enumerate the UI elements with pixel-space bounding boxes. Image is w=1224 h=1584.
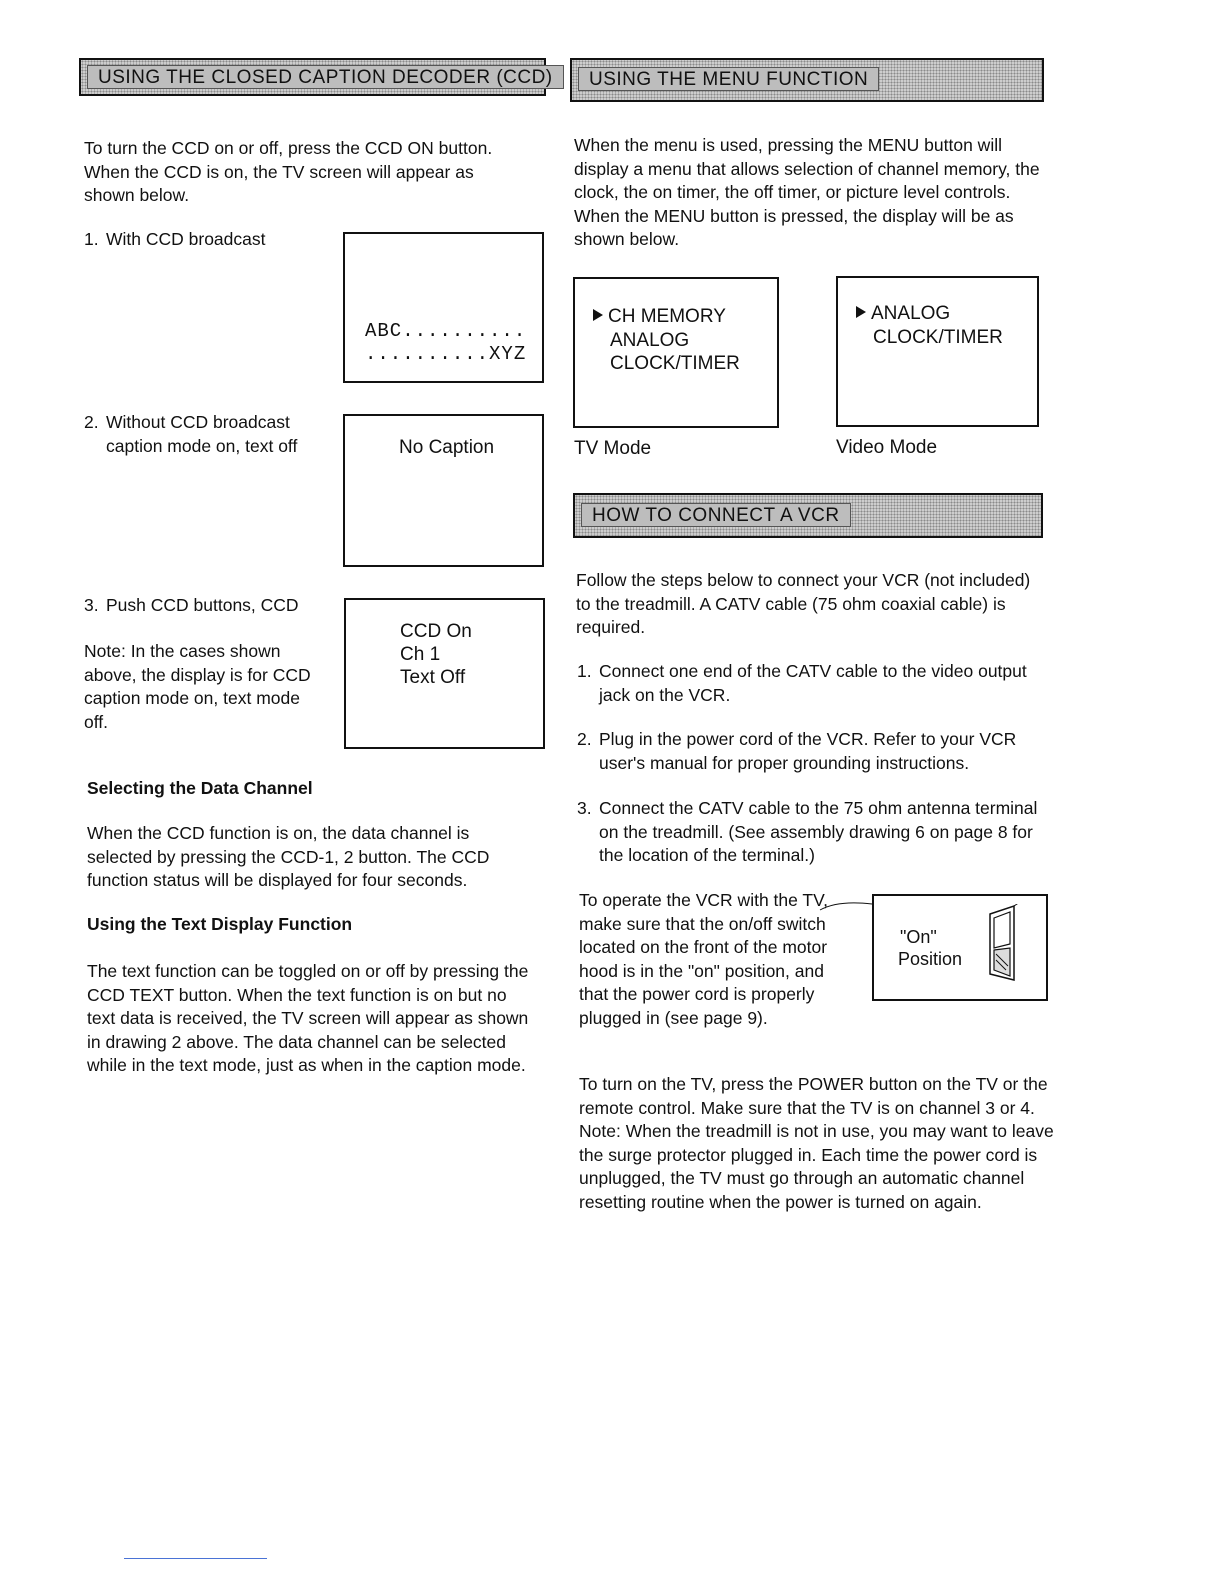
screen3-line1: CCD On [400, 621, 472, 642]
vcr-intro-text: Follow the steps below to connect your VCR (not included) to the treadmill. A CATV cable (75 ohm coaxial cable) is required. [576, 570, 1031, 637]
tv-menu-item-analog: ANALOG [610, 330, 690, 351]
ccd-note-text: Note: In the cases shown above, the display is for CCD caption mode on, text mode off. [84, 641, 311, 732]
screen1-line2: ..........XYZ [365, 343, 527, 365]
selection-pointer-icon [593, 309, 603, 321]
screen1-line1: ABC.......... [365, 320, 527, 342]
screen3-line3: Text Off [400, 667, 466, 688]
selection-pointer-icon [856, 306, 866, 318]
text-display-heading: Using the Text Display Function [87, 914, 353, 934]
rocker-switch-icon [984, 904, 1026, 984]
power-on-text: To turn on the TV, press the POWER button on the TV or the remote control. Make sure that the TV is on channel 3 or 4. Note: When the treadmill is not in use, you may want to leave the surge protector plugged in. Each time the power cord is unplugged, the TV must go through an automatic channel resetting routine when the power is turned on again. [579, 1074, 1054, 1212]
data-channel-text: When the CCD function is on, the data channel is selected by pressing the CCD-1, 2 button. The CCD function status will be displayed for four seconds. [87, 823, 490, 890]
switch-position-figure [872, 894, 1048, 1001]
vcr-step-2-number: 2. [577, 729, 592, 749]
ccd-item-1-number: 1. [84, 229, 99, 249]
screen2-line1: No Caption [399, 437, 495, 458]
vcr-step-1-text: Connect one end of the CATV cable to the video output jack on the VCR. [599, 661, 1027, 705]
vcr-step-3-text: Connect the CATV cable to the 75 ohm antenna terminal on the treadmill. (See assembly drawing 6 on page 8 for the location of the terminal.) [599, 798, 1038, 865]
menu-section-title: USING THE MENU FUNCTION [578, 67, 879, 91]
video-menu-item-clock-timer: CLOCK/TIMER [873, 327, 1003, 348]
tv-menu-item-clock-timer: CLOCK/TIMER [610, 353, 740, 374]
tv-mode-caption: TV Mode [574, 438, 652, 459]
ccd-item-1-text: With CCD broadcast [106, 229, 266, 249]
operate-vcr-text: To operate the VCR with the TV, make sure that the on/off switch located on the front of the motor hood is in the "on" position, and that the power cord is properly plugged in (see page 9). [579, 890, 829, 1028]
vcr-step-3-number: 3. [577, 798, 592, 818]
screen-without-ccd-broadcast [343, 414, 544, 567]
footer-rule [124, 1558, 267, 1559]
ccd-item-3-number: 3. [84, 595, 99, 615]
video-menu-item-analog: ANALOG [856, 302, 950, 325]
ccd-section-title: USING THE CLOSED CAPTION DECODER (CCD) [87, 65, 564, 89]
vcr-step-2-text: Plug in the power cord of the VCR. Refer to your VCR user's manual for proper grounding instructions. [599, 729, 1017, 773]
ccd-item-3-text: Push CCD buttons, CCD [106, 595, 299, 615]
text-display-text: The text function can be toggled on or off by pressing the CCD TEXT button. When the text function is on but no text data is received, the TV screen will appear as shown in drawing 2 above. The data channel can be selected while in the text mode, just as when in the caption mode. [87, 961, 529, 1075]
ccd-item-2-text: Without CCD broadcast caption mode on, text off [106, 412, 298, 456]
tv-menu-item-ch-memory: CH MEMORY [593, 305, 726, 328]
video-mode-menu-screen [836, 276, 1039, 427]
data-channel-heading: Selecting the Data Channel [87, 778, 313, 798]
vcr-section-title: HOW TO CONNECT A VCR [581, 503, 851, 527]
screen-with-ccd-broadcast [343, 232, 544, 383]
menu-intro-text: When the menu is used, pressing the MENU button will display a menu that allows selection of channel memory, the clock, the on timer, the off timer, or picture level controls. When the MENU button is pressed, the display will be as shown below. [574, 135, 1040, 249]
ccd-item-2-number: 2. [84, 412, 99, 432]
screen-ccd-buttons [344, 598, 545, 749]
ccd-intro-text: To turn the CCD on or off, press the CCD ON button. When the CCD is on, the TV screen will appear as shown below. [84, 138, 493, 205]
tv-mode-menu-screen [573, 277, 779, 428]
vcr-section-banner [573, 493, 1043, 538]
switch-label-on: "On" [900, 927, 937, 947]
ccd-section-banner [79, 58, 553, 96]
vcr-step-1-number: 1. [577, 661, 592, 681]
video-mode-caption: Video Mode [836, 437, 938, 458]
menu-section-banner [570, 58, 1044, 102]
pointer-line [818, 896, 878, 916]
switch-label-position: Position [898, 949, 963, 969]
screen3-line2: Ch 1 [400, 644, 441, 665]
